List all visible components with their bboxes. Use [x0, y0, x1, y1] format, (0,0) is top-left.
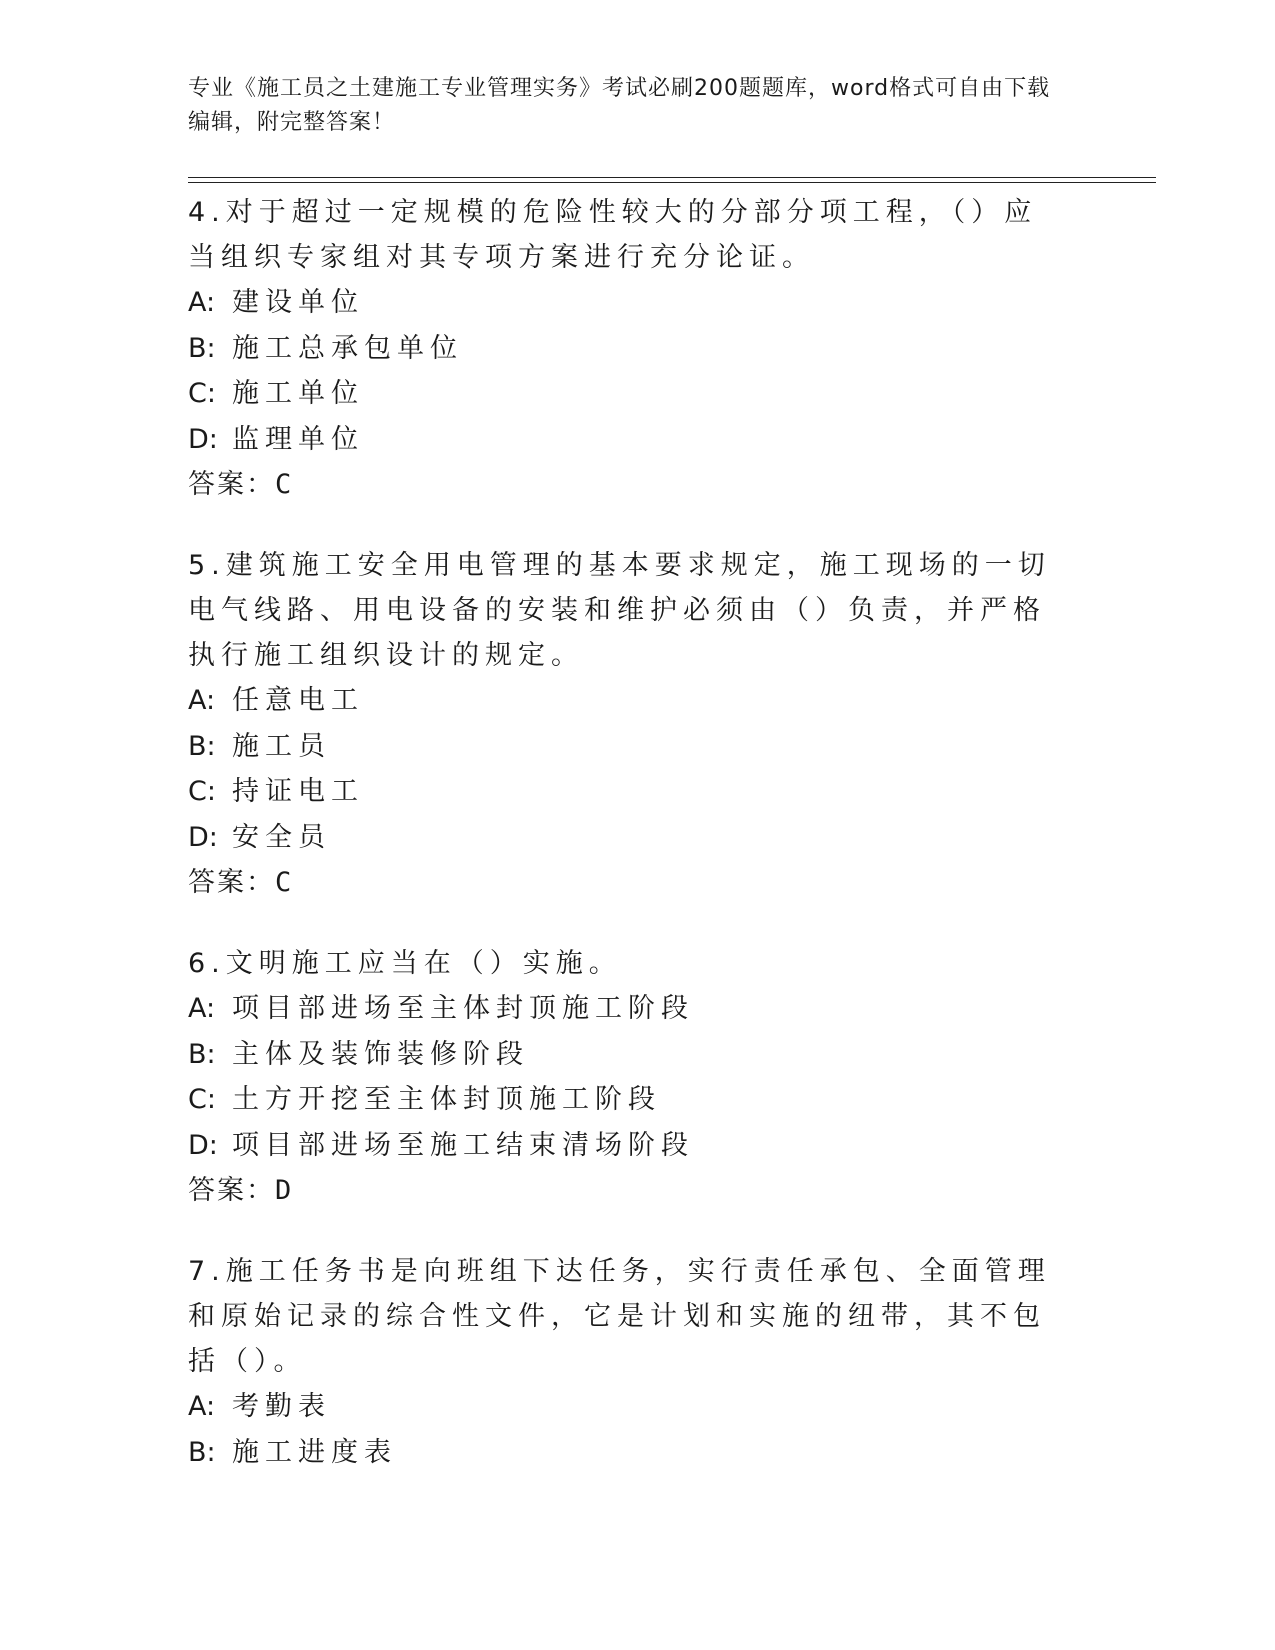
option-list [188, 678, 1068, 860]
option-letter: B: [188, 1038, 216, 1070]
option-letter: A: [188, 287, 216, 318]
question-5 [188, 543, 1068, 905]
option-letter: B: [188, 730, 216, 762]
answer-label: 答案： [188, 1175, 275, 1206]
option-b [188, 724, 1068, 770]
option-b [188, 1032, 1068, 1078]
answer-label: 答案： [188, 469, 275, 500]
answer [188, 860, 1068, 905]
question-stem: 5.建筑施工安全用电管理的基本要求规定，施工现场的一切电气线路、用电设备的安装和维护必须由（）负责，并严格执行施工组织设计的规定。 [188, 550, 1051, 671]
option-letter: C: [188, 378, 216, 409]
option-letter: D: [188, 821, 218, 853]
option-text: 项目部进场至主体封顶施工阶段 [232, 993, 694, 1024]
option-text: 持证电工 [232, 776, 364, 807]
answer-label: 答案： [188, 867, 275, 898]
option-text: 土方开挖至主体封顶施工阶段 [232, 1084, 661, 1115]
option-c [188, 371, 1068, 417]
answer-value: C [275, 867, 292, 898]
option-list [188, 986, 1068, 1168]
option-text: 施工进度表 [232, 1436, 397, 1468]
option-a [188, 986, 1068, 1032]
answer-value: C [275, 469, 292, 500]
option-letter: C: [188, 1084, 216, 1115]
option-list [188, 1384, 1068, 1475]
option-c [188, 1077, 1068, 1123]
question-6 [188, 941, 1068, 1213]
document-header: 专业《施工员之土建施工专业管理实务》考试必刷200题题库，word格式可自由下载编辑，附完整答案！ [188, 76, 1051, 135]
option-text: 主体及装饰装修阶段 [232, 1038, 529, 1070]
header-divider-top [188, 177, 1156, 178]
option-letter: B: [188, 1436, 216, 1468]
option-letter: C: [188, 776, 216, 807]
option-text: 项目部进场至施工结束清场阶段 [232, 1129, 694, 1161]
option-letter: A: [188, 1391, 216, 1422]
option-text: 施工员 [232, 730, 331, 762]
question-list [188, 190, 1068, 1511]
option-text: 施工总承包单位 [232, 332, 463, 364]
option-d [188, 417, 1068, 463]
question-4 [188, 190, 1068, 507]
option-a [188, 280, 1068, 326]
answer [188, 1168, 1068, 1213]
option-text: 安全员 [232, 821, 331, 853]
option-letter: B: [188, 332, 216, 364]
option-a [188, 1384, 1068, 1430]
question-stem: 4.对于超过一定规模的危险性较大的分部分项工程，（）应当组织专家组对其专项方案进行充分论证。 [188, 197, 1038, 273]
question-7 [188, 1249, 1068, 1475]
question-stem: 6.文明施工应当在（）实施。 [188, 948, 622, 979]
option-b [188, 326, 1068, 372]
option-text: 监理单位 [232, 423, 364, 455]
option-b [188, 1430, 1068, 1476]
question-stem: 7.施工任务书是向班组下达任务，实行责任承包、全面管理和原始记录的综合性文件，它是计划和实施的纽带，其不包括（）。 [188, 1256, 1051, 1377]
option-letter: D: [188, 423, 218, 455]
option-text: 施工单位 [232, 378, 364, 409]
answer [188, 462, 1068, 507]
header-divider-bottom [188, 182, 1156, 183]
option-text: 考勤表 [232, 1391, 331, 1422]
option-d [188, 815, 1068, 861]
answer-value: D [275, 1175, 292, 1206]
option-letter: A: [188, 685, 216, 716]
option-letter: A: [188, 993, 216, 1024]
option-letter: D: [188, 1129, 218, 1161]
option-list [188, 280, 1068, 462]
option-c [188, 769, 1068, 815]
option-text: 建设单位 [232, 287, 364, 318]
option-a [188, 678, 1068, 724]
option-text: 任意电工 [232, 685, 364, 716]
option-d [188, 1123, 1068, 1169]
